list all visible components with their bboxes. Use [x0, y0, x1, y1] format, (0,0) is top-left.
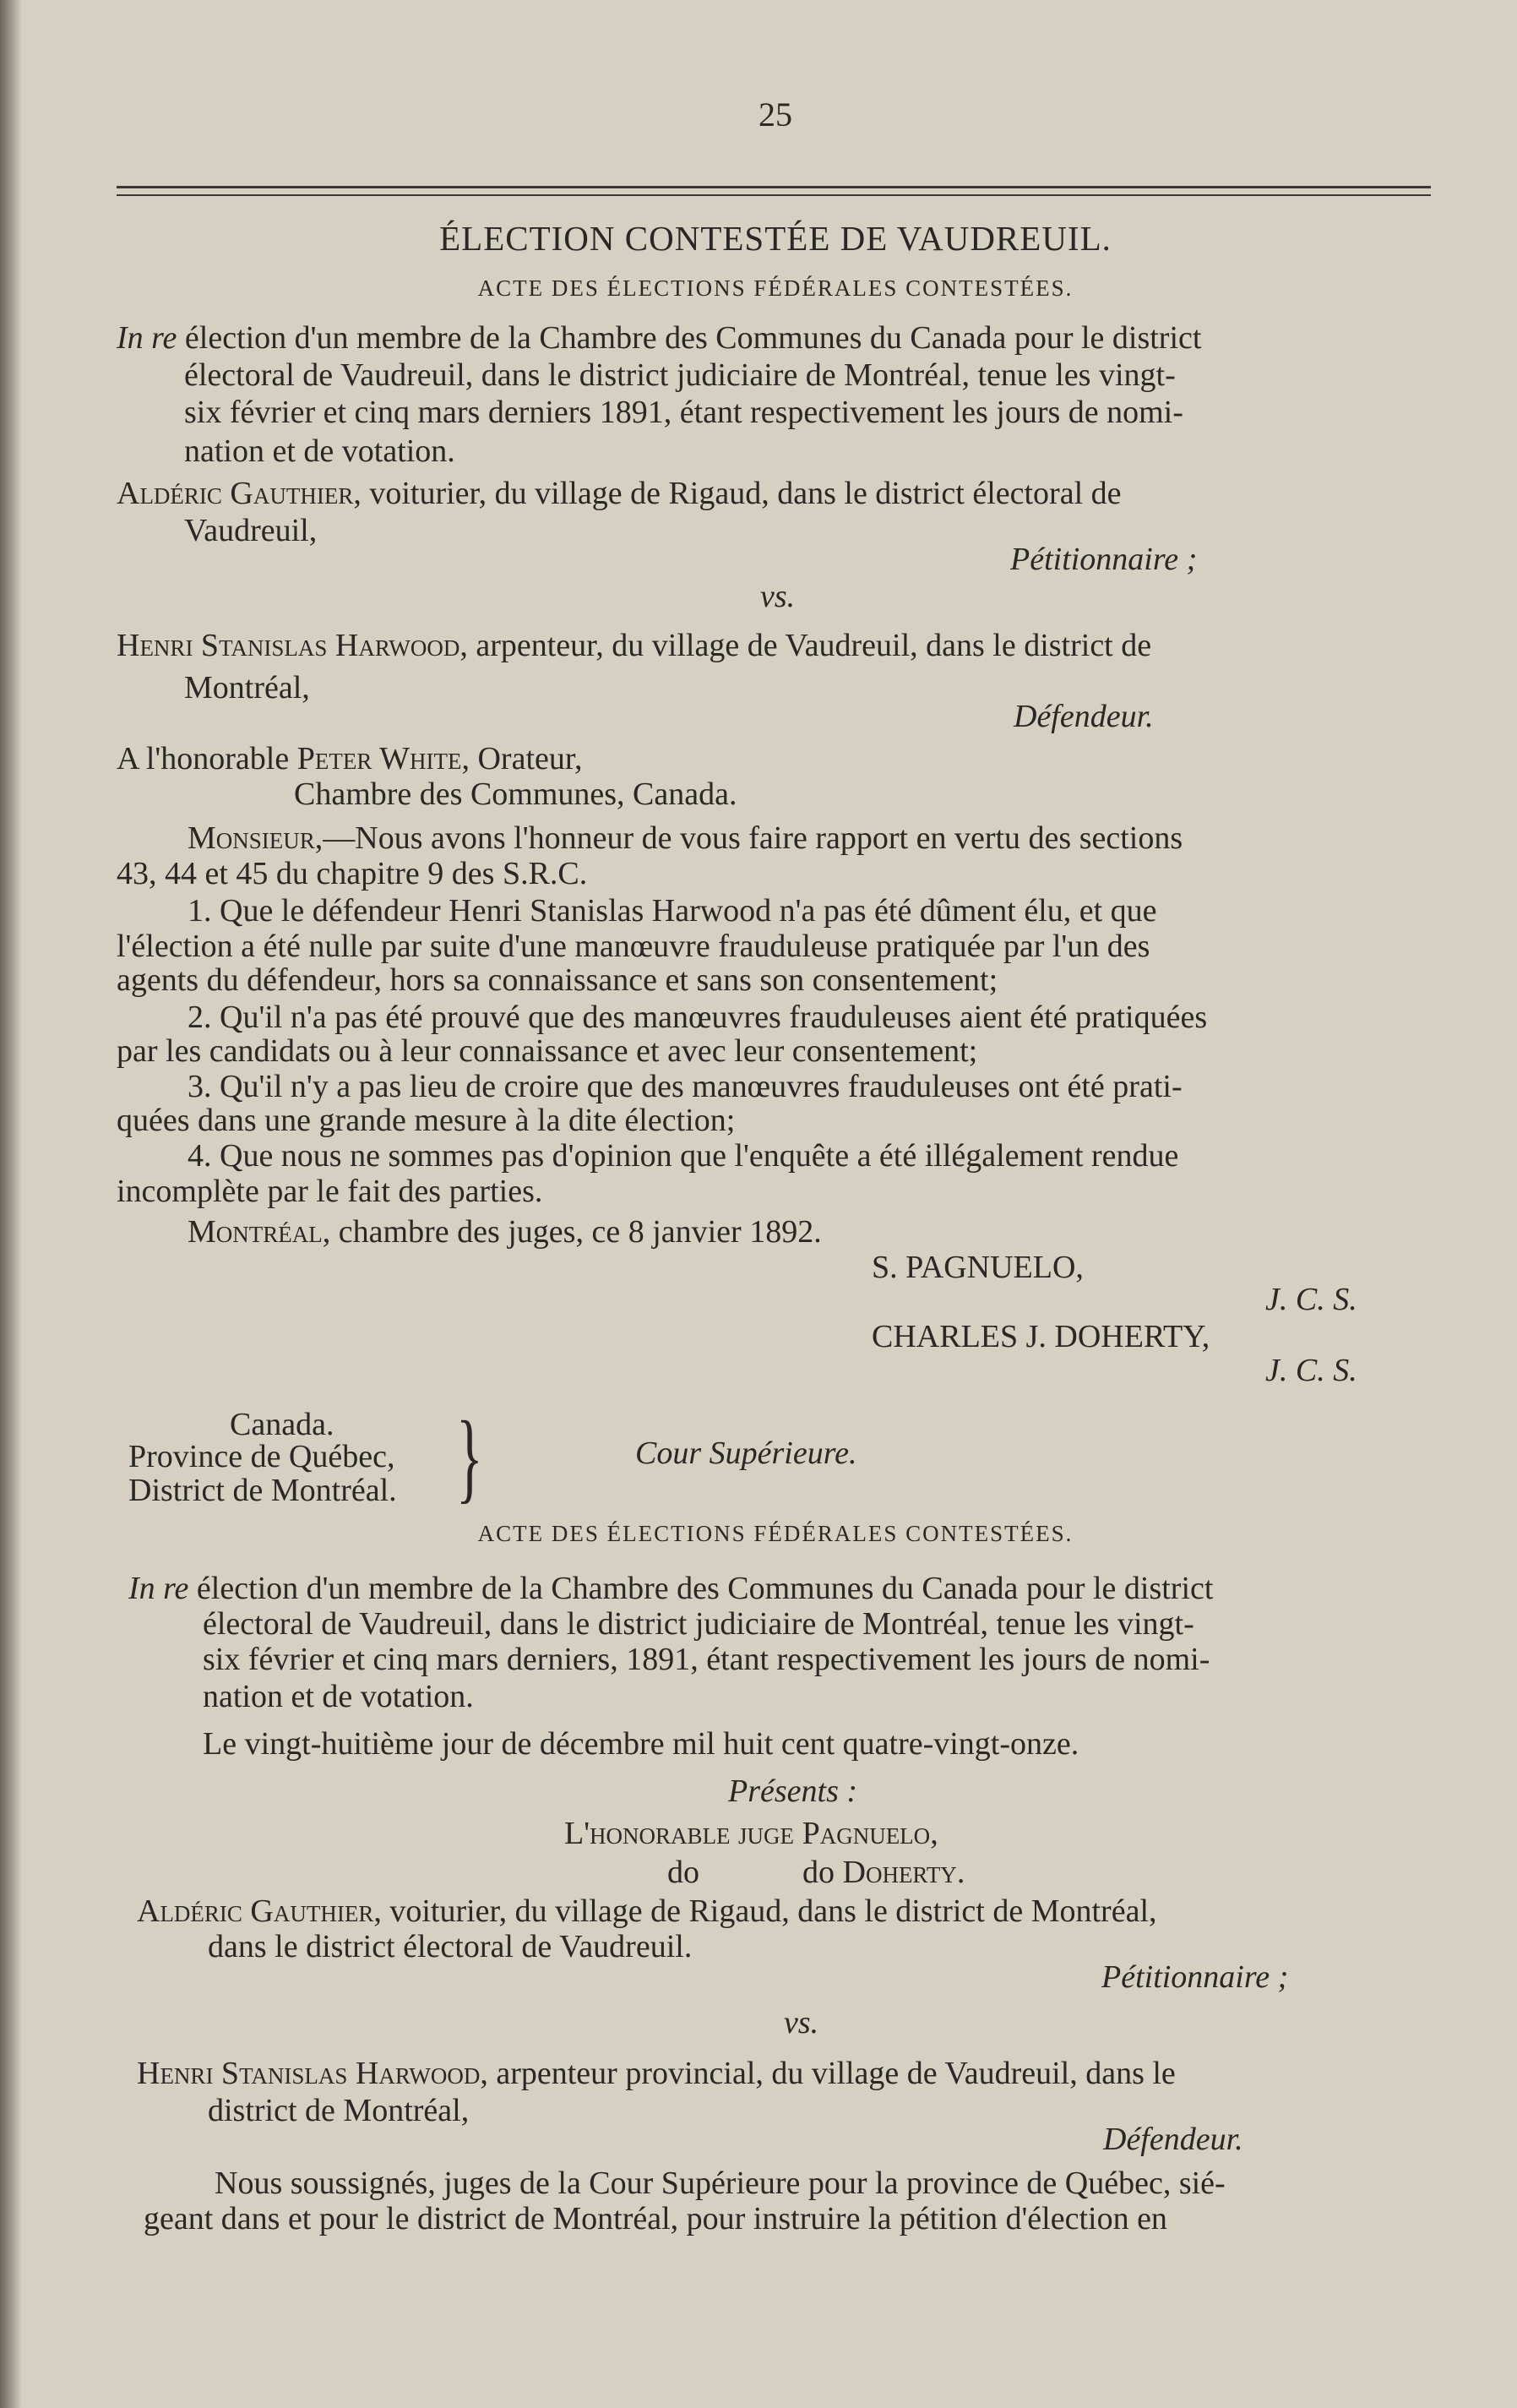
- section1-title: ÉLECTION CONTESTÉE DE VAUDREUIL.: [439, 219, 1112, 258]
- closing-line-1: Nous soussignés, juges de la Cour Supérieure pour la province de Québec, sié-: [215, 2166, 1226, 2201]
- finding-line-1: 1. Que le défendeur Henri Stanislas Harwood n'a pas été dûment élu, et que: [188, 893, 1157, 929]
- petitioner-name: Aldéric Gauthier: [117, 476, 354, 511]
- presents-line-1: L'honorable juge Pagnuelo,: [564, 1816, 938, 1851]
- presents-do-1: do: [667, 1855, 699, 1890]
- hearing-date-line: Le vingt-huitième jour de décembre mil huit cent quatre-vingt-onze.: [203, 1726, 1079, 1762]
- address-line-1: A l'honorable Peter White, Orateur,: [117, 741, 583, 776]
- jurisdiction-line-1: Canada.: [230, 1407, 334, 1442]
- section1-subtitle: ACTE DES ÉLECTIONS FÉDÉRALES CONTESTÉES.: [477, 275, 1074, 301]
- section1-defendant-line-1: Henri Stanislas Harwood, arpenteur, du village de Vaudreuil, dans le district de: [117, 628, 1152, 663]
- section2-petitioner-line-1: Aldéric Gauthier, voiturier, du village de Rigaud, dans le district de Montréal,: [137, 1893, 1157, 1929]
- petitioner-name-2: Aldéric Gauthier: [137, 1893, 374, 1929]
- finding-line-6: 3. Qu'il n'y a pas lieu de croire que des manœuvres frauduleuses ont été prati-: [188, 1069, 1183, 1104]
- section2-in-re-line-1: In re élection d'un membre de la Chambre des Communes du Canada pour le district: [128, 1571, 1214, 1606]
- judge2-title: J. C. S.: [1265, 1353, 1357, 1388]
- section1-petitioner-role: Pétitionnaire ;: [1010, 542, 1198, 577]
- speaker-name: Peter White: [296, 741, 462, 776]
- section1-in-re-line-1: In re élection d'un membre de la Chambre des Communes du Canada pour le district: [117, 320, 1202, 356]
- section1-defendant-line-2: Montréal,: [184, 670, 310, 706]
- salutation: Monsieur: [188, 820, 315, 856]
- section1-defendant-role: Défendeur.: [1014, 699, 1154, 734]
- jurisdiction-brace: }: [456, 1400, 483, 1512]
- section2-subtitle: ACTE DES ÉLECTIONS FÉDÉRALES CONTESTÉES.: [477, 1521, 1074, 1546]
- finding-line-3: agents du défendeur, hors sa connaissance et sans son consentement;: [117, 962, 998, 998]
- in-re-label: In re: [117, 320, 177, 356]
- section2-defendant-line-1: Henri Stanislas Harwood, arpenteur provincial, du village de Vaudreuil, dans le: [137, 2056, 1176, 2091]
- header-rule-thick: [117, 186, 1431, 188]
- finding-line-4: 2. Qu'il n'a pas été prouvé que des manœuvres frauduleuses aient été pratiquées: [188, 1000, 1208, 1035]
- section2-vs: vs.: [784, 2005, 819, 2040]
- section1-petitioner-line-1: Aldéric Gauthier, voiturier, du village de Rigaud, dans le district électoral de: [117, 476, 1122, 511]
- page-number: 25: [758, 95, 792, 133]
- section2-petitioner-line-2: dans le district électoral de Vaudreuil.: [208, 1929, 693, 1964]
- section2-in-re-line-3: six février et cinq mars derniers, 1891, étant respectivement les jours de nomi-: [203, 1642, 1210, 1677]
- section1-in-re-line-2: électoral de Vaudreuil, dans le district judiciaire de Montréal, tenue les vingt-: [184, 357, 1176, 393]
- section2-in-re-line-4: nation et de votation.: [203, 1679, 474, 1714]
- judge-pagnuelo: Pagnuelo: [802, 1816, 931, 1851]
- intro-line-2: 43, 44 et 45 du chapitre 9 des S.R.C.: [117, 856, 588, 891]
- section2-defendant-role: Défendeur.: [1103, 2122, 1243, 2157]
- jurisdiction-line-3: District de Montréal.: [128, 1473, 397, 1508]
- section2-in-re-line-2: électoral de Vaudreuil, dans le district judiciaire de Montréal, tenue les vingt-: [203, 1606, 1194, 1642]
- finding-line-2: l'élection a été nulle par suite d'une manœuvre frauduleuse pratiquée par l'un des: [117, 929, 1150, 964]
- place-name: Montréal: [188, 1214, 323, 1250]
- presents-line-2: do Doherty.: [802, 1855, 965, 1890]
- finding-line-5: par les candidats ou à leur connaissance et avec leur consentement;: [117, 1033, 978, 1069]
- header-rule-thin: [117, 194, 1431, 196]
- section2-petitioner-role: Pétitionnaire ;: [1101, 1959, 1289, 1995]
- judge-doherty: Doherty: [842, 1855, 957, 1890]
- judge2-name: CHARLES J. DOHERTY,: [872, 1319, 1210, 1354]
- closing-line-2: geant dans et pour le district de Montréal, pour instruire la pétition d'élection en: [144, 2201, 1167, 2236]
- section1-petitioner-line-2: Vaudreuil,: [184, 513, 318, 548]
- judge1-title: J. C. S.: [1265, 1282, 1357, 1317]
- defendant-name: Henri Stanislas Harwood: [117, 628, 460, 663]
- section2-defendant-line-2: district de Montréal,: [208, 2093, 470, 2128]
- binding-gutter: [0, 0, 22, 2408]
- defendant-name-2: Henri Stanislas Harwood: [137, 2056, 481, 2091]
- presents-heading: Présents :: [728, 1773, 858, 1809]
- section1-in-re-line-3: six février et cinq mars derniers 1891, étant respectivement les jours de nomi-: [184, 395, 1183, 430]
- section1-in-re-line-4: nation et de votation.: [184, 433, 455, 469]
- finding-line-9: incomplète par le fait des parties.: [117, 1174, 543, 1209]
- intro-line-1: Monsieur,—Nous avons l'honneur de vous faire rapport en vertu des sections: [188, 820, 1183, 856]
- address-line-2: Chambre des Communes, Canada.: [294, 776, 737, 812]
- court-name: Cour Supérieure.: [635, 1436, 857, 1471]
- finding-line-8: 4. Que nous ne sommes pas d'opinion que l'enquête a été illégalement rendue: [188, 1138, 1179, 1174]
- section1-vs: vs.: [760, 579, 796, 614]
- judge1-name: S. PAGNUELO,: [872, 1250, 1084, 1285]
- in-re-label-2: In re: [128, 1571, 189, 1606]
- finding-line-7: quées dans une grande mesure à la dite élection;: [117, 1103, 736, 1138]
- signature-date-line: Montréal, chambre des juges, ce 8 janvier 1892.: [188, 1214, 822, 1250]
- jurisdiction-line-2: Province de Québec,: [128, 1439, 395, 1474]
